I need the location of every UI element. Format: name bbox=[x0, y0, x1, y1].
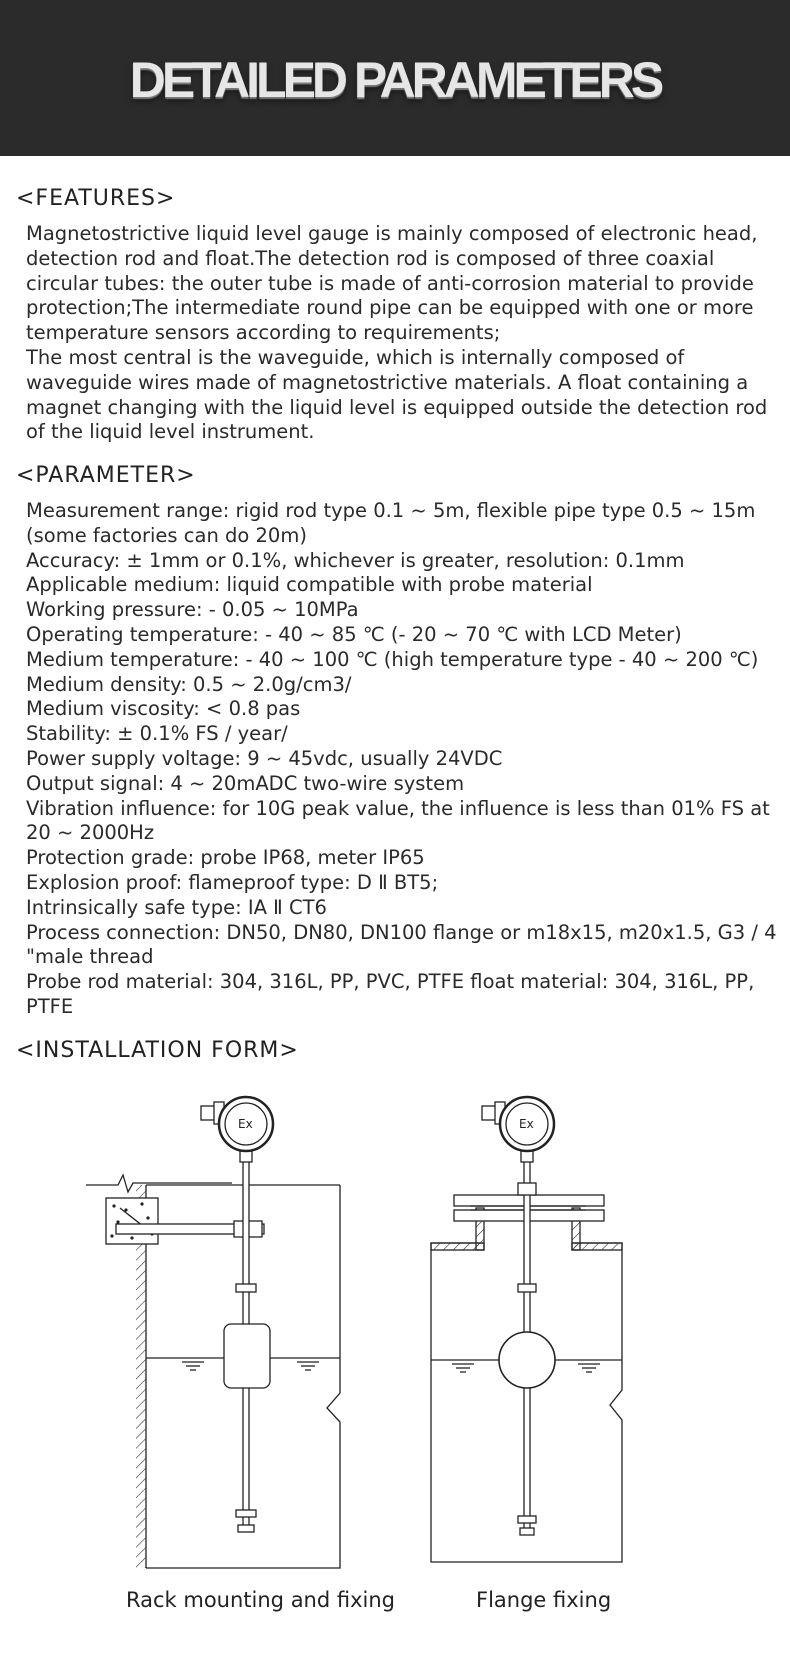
flange-fixing-diagram bbox=[431, 1097, 622, 1562]
features-paragraph: Magnetostrictive liquid level gauge is mainly composed of electronic head, detection rod and float.The detection rod is composed of three coaxial circular tubes: the outer tube is made of anti-corrosion material to provide protection;The intermediate round pipe can be equipped with one or more temperature sensors according to requirements; bbox=[26, 222, 758, 345]
rod-collar bbox=[518, 1284, 536, 1292]
parameter-item: Applicable medium: liquid compatible with probe material bbox=[26, 573, 593, 597]
parameter-item: Protection grade: probe IP68, meter IP65 bbox=[26, 846, 425, 870]
ground-line bbox=[86, 1175, 232, 1192]
parameter-item: Accuracy: ± 1mm or 0.1%, whichever is greater, resolution: 0.1mm bbox=[26, 548, 685, 572]
installation-heading: <INSTALLATION FORM> bbox=[16, 1038, 299, 1063]
parameter-heading: <PARAMETER> bbox=[16, 463, 196, 488]
parameter-item: Probe rod material: 304, 316L, PP, PVC, PTFE float material: 304, 316L, PP, PTFE bbox=[26, 970, 755, 1018]
cable-gland bbox=[201, 1106, 215, 1120]
process-connector bbox=[518, 1183, 536, 1195]
caption-rack: Rack mounting and fixing bbox=[126, 1588, 396, 1612]
parameter-item: Medium viscosity: < 0.8 pas bbox=[26, 697, 301, 721]
rod-collar bbox=[236, 1284, 256, 1292]
header-banner bbox=[0, 0, 790, 156]
installation-diagram bbox=[0, 1075, 790, 1635]
rod-end bbox=[520, 1528, 534, 1535]
parameter-item: Stability: ± 0.1% FS / year/ bbox=[26, 722, 288, 746]
parameter-item: Medium density: 0.5 ~ 2.0g/cm3/ bbox=[26, 672, 352, 696]
features-heading: <FEATURES> bbox=[16, 186, 176, 211]
features-paragraph: The most central is the waveguide, which is internally composed of waveguide wires made of magnetostrictive materials. A float containing a magnet changing with the liquid level is equipped outside the detection rod of the liquid level instrument. bbox=[26, 345, 768, 444]
parameter-item: Working pressure: - 0.05 ~ 10MPa bbox=[26, 598, 359, 622]
rack-mounting-diagram bbox=[86, 1097, 340, 1568]
page-title: DETAILED PARAMETERS bbox=[129, 52, 661, 108]
parameter-item: Measurement range: rigid rod type 0.1 ~ 5m, flexible pipe type 0.5 ~ 15m (some factories can do 20m) bbox=[26, 499, 756, 547]
parameter-item: Output signal: 4 ~ 20mADC two-wire system bbox=[26, 771, 465, 795]
rod-stop bbox=[236, 1510, 256, 1517]
parameter-item: Vibration influence: for 10G peak value, the influence is less than 01% FS at 20 ~ 2000Hz bbox=[26, 796, 770, 845]
ex-label: Ex bbox=[519, 1117, 534, 1131]
rod-end bbox=[238, 1525, 254, 1532]
cable-gland bbox=[482, 1106, 496, 1120]
parameter-item: Medium temperature: - 40 ~ 100 ℃ (high temperature type - 40 ~ 200 ℃) bbox=[26, 647, 759, 671]
caption-flange: Flange fixing bbox=[476, 1588, 612, 1612]
rod-stop bbox=[518, 1516, 536, 1523]
parameter-item: Explosion proof: flameproof type: D Ⅱ BT5; bbox=[26, 870, 439, 894]
parameter-item: Power supply voltage: 9 ~ 45vdc, usually 24VDC bbox=[26, 746, 503, 770]
parameter-item: Process connection: DN50, DN80, DN100 flange or m18x15, m20x1.5, G3 / 4 "male thread bbox=[26, 920, 777, 969]
parameter-item: Operating temperature: - 40 ~ 85 ℃ (- 20 ~ 70 ℃ with LCD Meter) bbox=[26, 622, 682, 646]
ex-label: Ex bbox=[238, 1117, 253, 1131]
cylinder-float bbox=[224, 1324, 270, 1388]
parameter-item: Intrinsically safe type: IA Ⅱ CT6 bbox=[26, 895, 327, 919]
parameter-list bbox=[26, 499, 786, 1020]
features-text bbox=[26, 222, 786, 445]
ball-float bbox=[499, 1332, 555, 1388]
